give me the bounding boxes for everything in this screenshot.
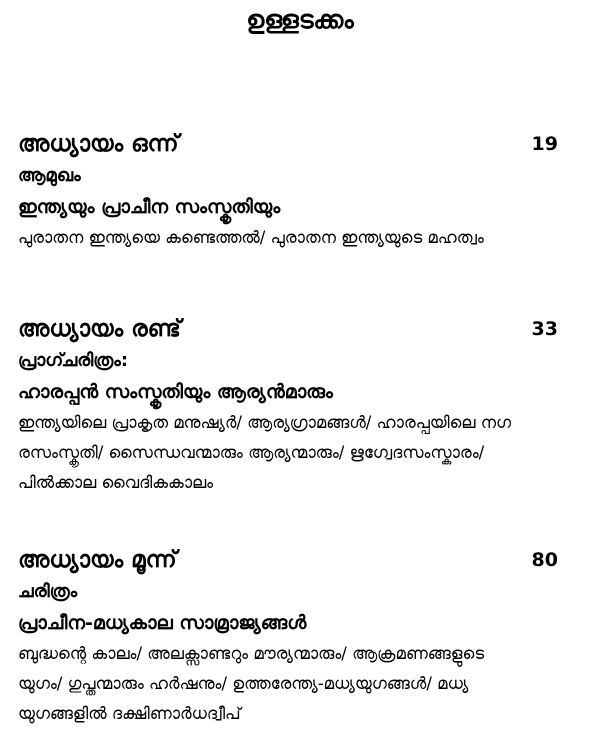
topic-line: രസംസ്കൃതി/ സൈന്ധവന്മാരും ആര്യന്മാരും/ ഋഗ്വേദസംസ്കാരം/	[18, 443, 485, 462]
chapter-subtitle: ആമുഖം	[18, 165, 81, 186]
chapter-header	[18, 543, 582, 577]
page-title: ഉള്ളടക്കം	[246, 5, 354, 34]
chapter-page-number: 19	[531, 133, 558, 155]
topic-line: യുഗം/ ഗുപ്തന്മാരും ഹർഷനും/ ഉത്തരേന്ത്യ-മധ്യയുഗങ്ങൾ/ മധ്യ	[18, 674, 469, 693]
chapter-page-number: 33	[531, 318, 558, 340]
topic-line: യുഗങ്ങളിൽ ദക്ഷിണാർധദ്വീപ്	[18, 704, 241, 723]
chapter-topics	[18, 408, 582, 498]
chapter-subtitle: ചരിത്രം	[18, 581, 78, 602]
topic-line: ബുദ്ധന്റെ കാലം/ അലക്സാണ്ടറും മൗര്യന്മാരും/ ആക്രമണങ്ങളുടെ	[18, 644, 485, 663]
chapter-subtitle: പ്രാഗ്ചരിത്രം:	[18, 350, 129, 371]
topic-line: ഇന്ത്യയിലെ പ്രാകൃത മനുഷ്യർ/ ആര്യഗ്രാമങ്ങൾ/ ഹാരപ്പയിലെ നഗ	[18, 413, 512, 432]
topic-line: പുരാതന ഇന്ത്യയെ കണ്ടെത്തൽ/ പുരാതന ഇന്ത്യയുടെ മഹത്വം	[18, 228, 484, 247]
topic-line: പിൽക്കാല വൈദികകാലം	[18, 473, 214, 492]
chapter-heading: പ്രാചീന-മധ്യകാല സാമ്രാജ്യങ്ങൾ	[18, 612, 307, 634]
chapter-header	[18, 127, 582, 161]
chapter-topics	[18, 639, 582, 729]
chapter-entry	[18, 312, 582, 498]
chapter-page-number: 80	[531, 549, 558, 571]
chapter-title: അധ്യായം രണ്ട്	[18, 316, 181, 342]
chapter-heading: ഇന്ത്യയും പ്രാചീന സംസ്കൃതിയും	[18, 196, 281, 218]
chapter-title: അധ്യായം ഒന്ന്	[18, 131, 179, 157]
chapter-entry	[18, 543, 582, 729]
chapter-heading: ഹാരപ്പൻ സംസ്കൃതിയും ആര്യൻമാരും	[18, 381, 333, 403]
chapter-title: അധ്യായം മൂന്ന്	[18, 547, 177, 573]
chapter-topics	[18, 223, 582, 253]
chapter-entry	[18, 127, 582, 253]
chapter-header	[18, 312, 582, 346]
